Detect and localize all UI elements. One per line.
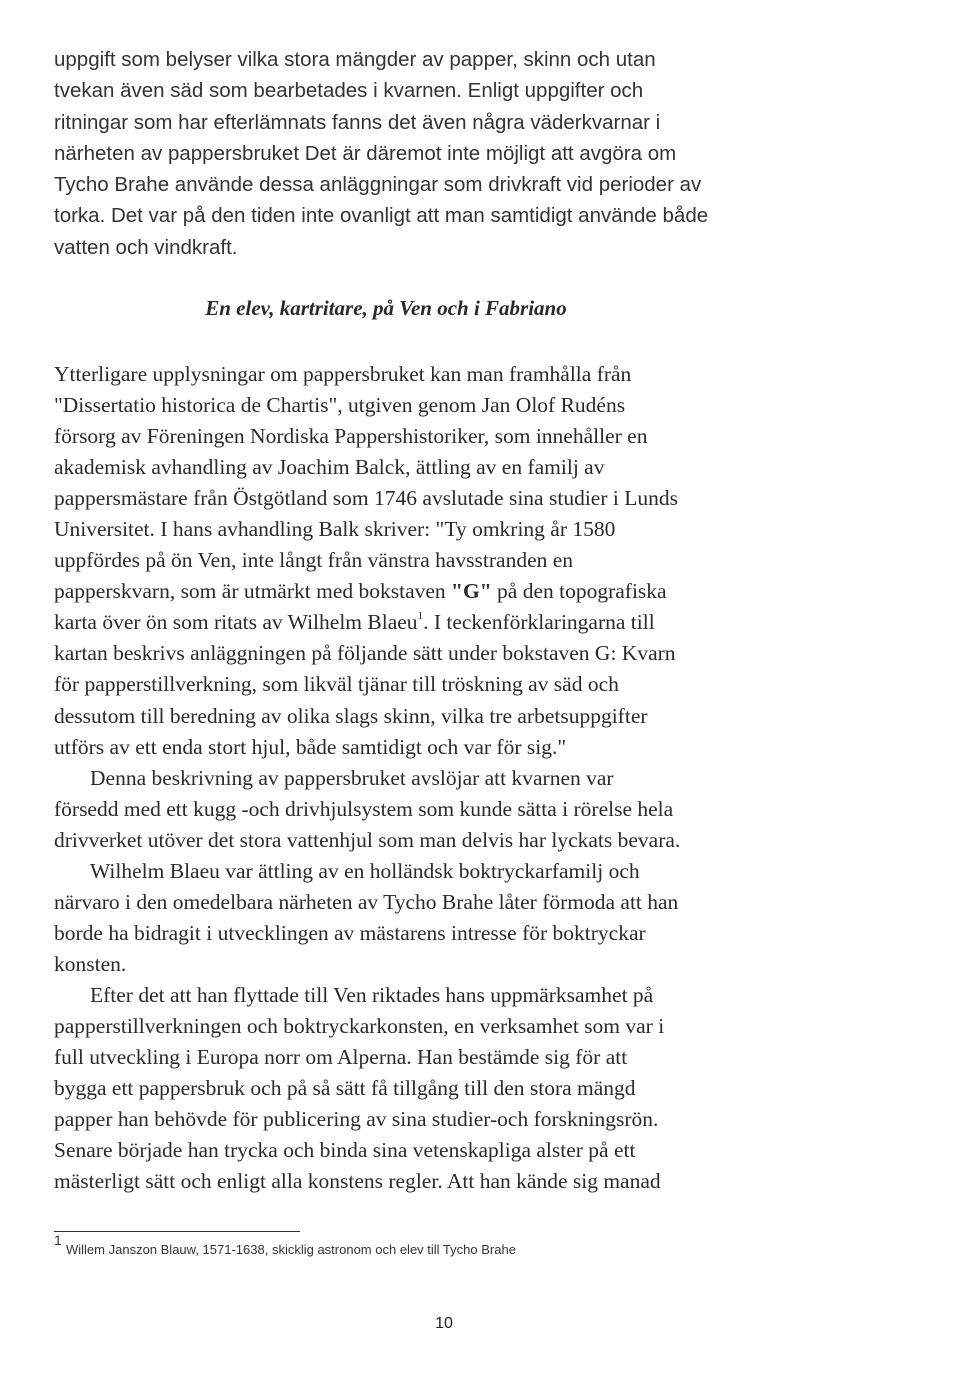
text-line: försedd med ett kugg -och drivhjulsystem som kunde sätta i rörelse hela [54, 796, 674, 821]
footnote-reference: 1 [417, 610, 424, 623]
text-line: torka. Det var på den tiden inte ovanligt att man samtidigt använde både [54, 204, 709, 228]
text-line: tvekan även säd som bearbetades i kvarnen. Enligt uppgifter och [54, 79, 644, 103]
text-line: Denna beskrivning av pappersbruket avslöjar att kvarnen var [90, 765, 614, 790]
text-line: Ytterligare upplysningar om pappersbruket kan man framhålla från [54, 362, 632, 386]
text-line: Wilhelm Blaeu var ättling av en holländsk boktryckarfamilj och [90, 858, 640, 883]
text-line: drivverket utöver det stora vattenhjul som man delvis har lyckats bevara. [54, 827, 681, 852]
section-heading [0, 296, 960, 321]
text-line: bygga ett pappersbruk och på så sätt få tillgång till den stora mängd [54, 1076, 636, 1101]
text-line: "Dissertatio historica de Chartis", utgiven genom Jan Olof Rudéns [54, 393, 626, 418]
text-line: borde ha bidragit i utvecklingen av mästarens intresse för boktryckar [54, 920, 646, 945]
text-line: papper han behövde för publicering av sina studier-och forskningsrön. [54, 1107, 659, 1132]
page-number-text: 10 [435, 1315, 453, 1332]
text-span: . I teckenförklaringarna till [423, 610, 655, 635]
section-heading-text: En elev, kartritare, på Ven och i Fabriano [205, 296, 567, 320]
text-line: vatten och vindkraft. [54, 235, 238, 259]
text-line: uppfördes på ön Ven, inte långt från vänstra havsstranden en [54, 548, 574, 573]
footnote-number: 1 [54, 1232, 62, 1248]
text-line: för papperstillverkning, som likväl tjänar till tröskning av säd och [54, 672, 619, 697]
text-line: papperstillverkningen och boktryckarkonsten, en verksamhet som var i [54, 1013, 665, 1038]
bold-letter-g: "G" [451, 579, 492, 604]
text-line: ritningar som har efterlämnats fanns det även några väderkvarnar i [54, 110, 661, 134]
text-line: närvaro i den omedelbara närheten av Tycho Brahe låter förmoda att han [54, 889, 679, 914]
text-line: uppgift som belyser vilka stora mängder av papper, skinn och utan [54, 48, 656, 71]
text-line: mästerligt sätt och enligt alla konstens regler. Att han kände sig manad [54, 1169, 661, 1194]
text-line: närheten av pappersbruket Det är däremot inte möjligt att avgöra om [54, 141, 677, 165]
text-line [54, 576, 794, 607]
text-span: papperskvarn, som är utmärkt med bokstaven [54, 579, 452, 604]
text-line: kartan beskrivs anläggningen på följande sätt under bokstaven G: Kvarn [54, 641, 676, 666]
text-line: Senare började han trycka och binda sina vetenskapliga alster på ett [54, 1138, 636, 1163]
text-line: konsten. [54, 951, 127, 976]
text-line: utförs av ett enda stort hjul, både samtidigt och var för sig." [54, 734, 567, 759]
text-line: Tycho Brahe använde dessa anläggningar som drivkraft vid perioder av [54, 173, 702, 197]
footnote-text: Willem Janszon Blauw, 1571-1638, skicklig astronom och elev till Tycho Brahe [66, 1242, 516, 1257]
text-line [54, 607, 794, 638]
text-span: karta över ön som ritats av Wilhelm Blaeu [54, 610, 418, 635]
intro-paragraph [54, 44, 774, 263]
text-span: på den topografiska [491, 579, 667, 604]
text-line: försorg av Föreningen Nordiska Pappershistoriker, som innehåller en [54, 424, 648, 449]
text-line: Universitet. I hans avhandling Balk skriver: "Ty omkring år 1580 [54, 517, 616, 542]
body-text [54, 359, 794, 1197]
text-line: akademisk avhandling av Joachim Balck, ättling av en familj av [54, 455, 605, 480]
page-number [0, 1315, 960, 1333]
text-line: pappersmästare från Östgötland som 1746 avslutade sina studier i Lunds [54, 486, 678, 511]
text-line: full utveckling i Europa norr om Alperna. Han bestämde sig för att [54, 1045, 628, 1070]
footnote-divider [54, 1231, 300, 1232]
text-line: dessutom till beredning av olika slags skinn, vilka tre arbetsuppgifter [54, 703, 648, 728]
text-line: Efter det att han flyttade till Ven riktades hans uppmärksamhet på [90, 982, 654, 1007]
